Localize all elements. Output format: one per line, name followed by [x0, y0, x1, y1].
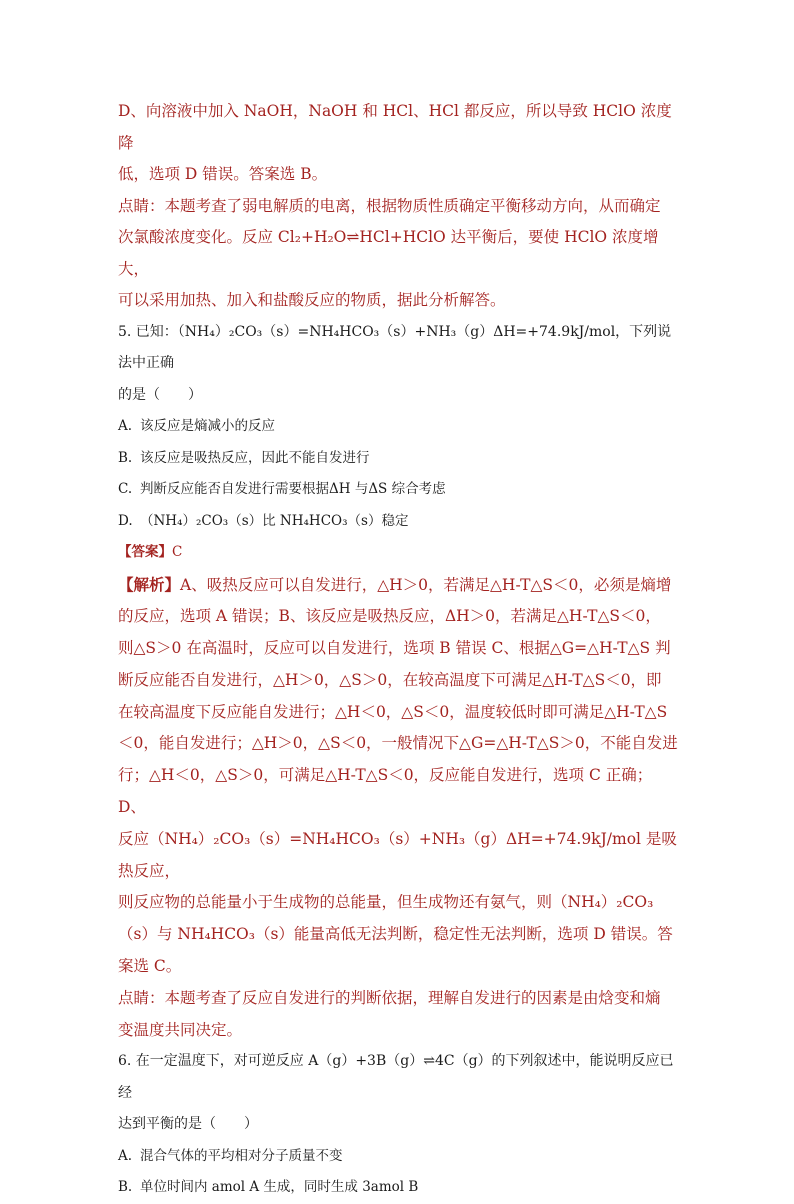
tip-line: 点睛：本题考查了弱电解质的电离，根据物质性质确定平衡移动方向，从而确定	[118, 196, 661, 215]
analysis-line: 的反应，选项 A 错误；B、该反应是吸热反应，ΔH＞0，若满足△H-T△S＜0，	[118, 607, 661, 626]
analysis-line: 案选 C。	[118, 957, 182, 976]
question-5-stem: 5. 已知：（NH₄）₂CO₃（s）=NH₄HCO₃（s）+NH₃（g）ΔH=+74.9kJ/mol，下列说法中正确	[118, 323, 672, 371]
option-letter: D.	[118, 512, 133, 529]
question-5-option-b	[118, 443, 680, 475]
answer-label: 【答案】	[118, 544, 172, 560]
analysis-label: 【解析】	[118, 574, 181, 594]
tip-line: 点睛：本题考查了反应自发进行的判断依据，理解自发进行的因素是由焓变和熵	[118, 988, 661, 1007]
analysis-text: A、吸热反应可以自发进行，△H＞0，若满足△H-T△S＜0，必须是熵增	[180, 575, 672, 594]
option-text: （NH₄）₂CO₃（s）比 NH₄HCO₃（s）稳定	[140, 512, 409, 529]
question-6-option-a	[118, 1141, 680, 1173]
option-text: 该反应是吸热反应，因此不能自发进行	[140, 449, 370, 466]
analysis-line: ＜0，能自发进行；△H＞0，△S＜0，一般情况下△G=△H-T△S＞0，不能自发进	[118, 734, 678, 753]
analysis-line: 在较高温度下反应能自发进行；△H＜0，△S＜0，温度较低时即可满足△H-T△S	[118, 702, 668, 721]
option-text: 混合气体的平均相对分子质量不变	[140, 1147, 343, 1164]
option-text: 判断反应能否自发进行需要根据ΔH 与ΔS 综合考虑	[140, 481, 446, 497]
answer-value: C	[172, 544, 183, 560]
option-text: 该反应是熵减小的反应	[140, 418, 275, 434]
question-5-option-d	[118, 506, 680, 538]
option-letter: A.	[118, 1147, 133, 1164]
answer-line	[118, 537, 680, 569]
option-letter: C.	[118, 481, 133, 497]
analysis-line: 则反应物的总能量小于生成物的总能量，但生成物还有氨气，则（NH₄）₂CO₃	[118, 893, 654, 912]
explanation-line: D、向溶液中加入 NaOH，NaOH 和 HCl、HCl 都反应，所以导致 HClO 浓度降	[118, 102, 672, 152]
question-6-stem: 6. 在一定温度下，对可逆反应 A（g）+3B（g）⇌4C（g）的下列叙述中，能说明反应已经	[118, 1053, 674, 1101]
question-5-stem: 的是（ ）	[118, 386, 202, 403]
analysis-line: 行；△H＜0，△S＞0，可满足△H-T△S＜0，反应能自发进行，选项 C 正确；D、	[118, 766, 653, 817]
question-5-option-c	[118, 474, 680, 506]
option-letter: A.	[118, 418, 133, 434]
explanation-line: 低，选项 D 错误。答案选 B。	[118, 165, 328, 183]
question-6-stem: 达到平衡的是（ ）	[118, 1116, 258, 1133]
option-letter: B.	[118, 1179, 133, 1196]
analysis-line: 反应（NH₄）₂CO₃（s）=NH₄HCO₃（s）+NH₃（g）ΔH=+74.9kJ/mol 是吸热反应，	[118, 829, 677, 880]
analysis-line: （s）与 NH₄HCO₃（s）能量高低无法判断，稳定性无法判断，选项 D 错误。答	[118, 925, 673, 944]
tip-line: 可以采用加热、加入和盐酸反应的物质，据此分析解答。	[118, 291, 506, 309]
analysis-line	[118, 569, 680, 602]
question-5-option-a	[118, 411, 680, 443]
question-6-option-b	[118, 1172, 680, 1204]
analysis-line: 断反应能否自发进行，△H＞0，△S＞0，在较高温度下可满足△H-T△S＜0，即	[118, 670, 662, 689]
option-text: 单位时间内 amol A 生成，同时生成 3amol B	[140, 1179, 419, 1196]
tip-line: 变温度共同决定。	[118, 1020, 243, 1039]
tip-line: 次氯酸浓度变化。反应 Cl₂+H₂O⇌HCl+HClO 达平衡后，要使 HClO 浓度增大，	[118, 228, 659, 278]
document-page	[118, 96, 680, 1204]
option-letter: B.	[118, 449, 133, 466]
analysis-line: 则△S＞0 在高温时，反应可以自发进行，选项 B 错误 C、根据△G=△H-T△S 判	[118, 639, 671, 658]
